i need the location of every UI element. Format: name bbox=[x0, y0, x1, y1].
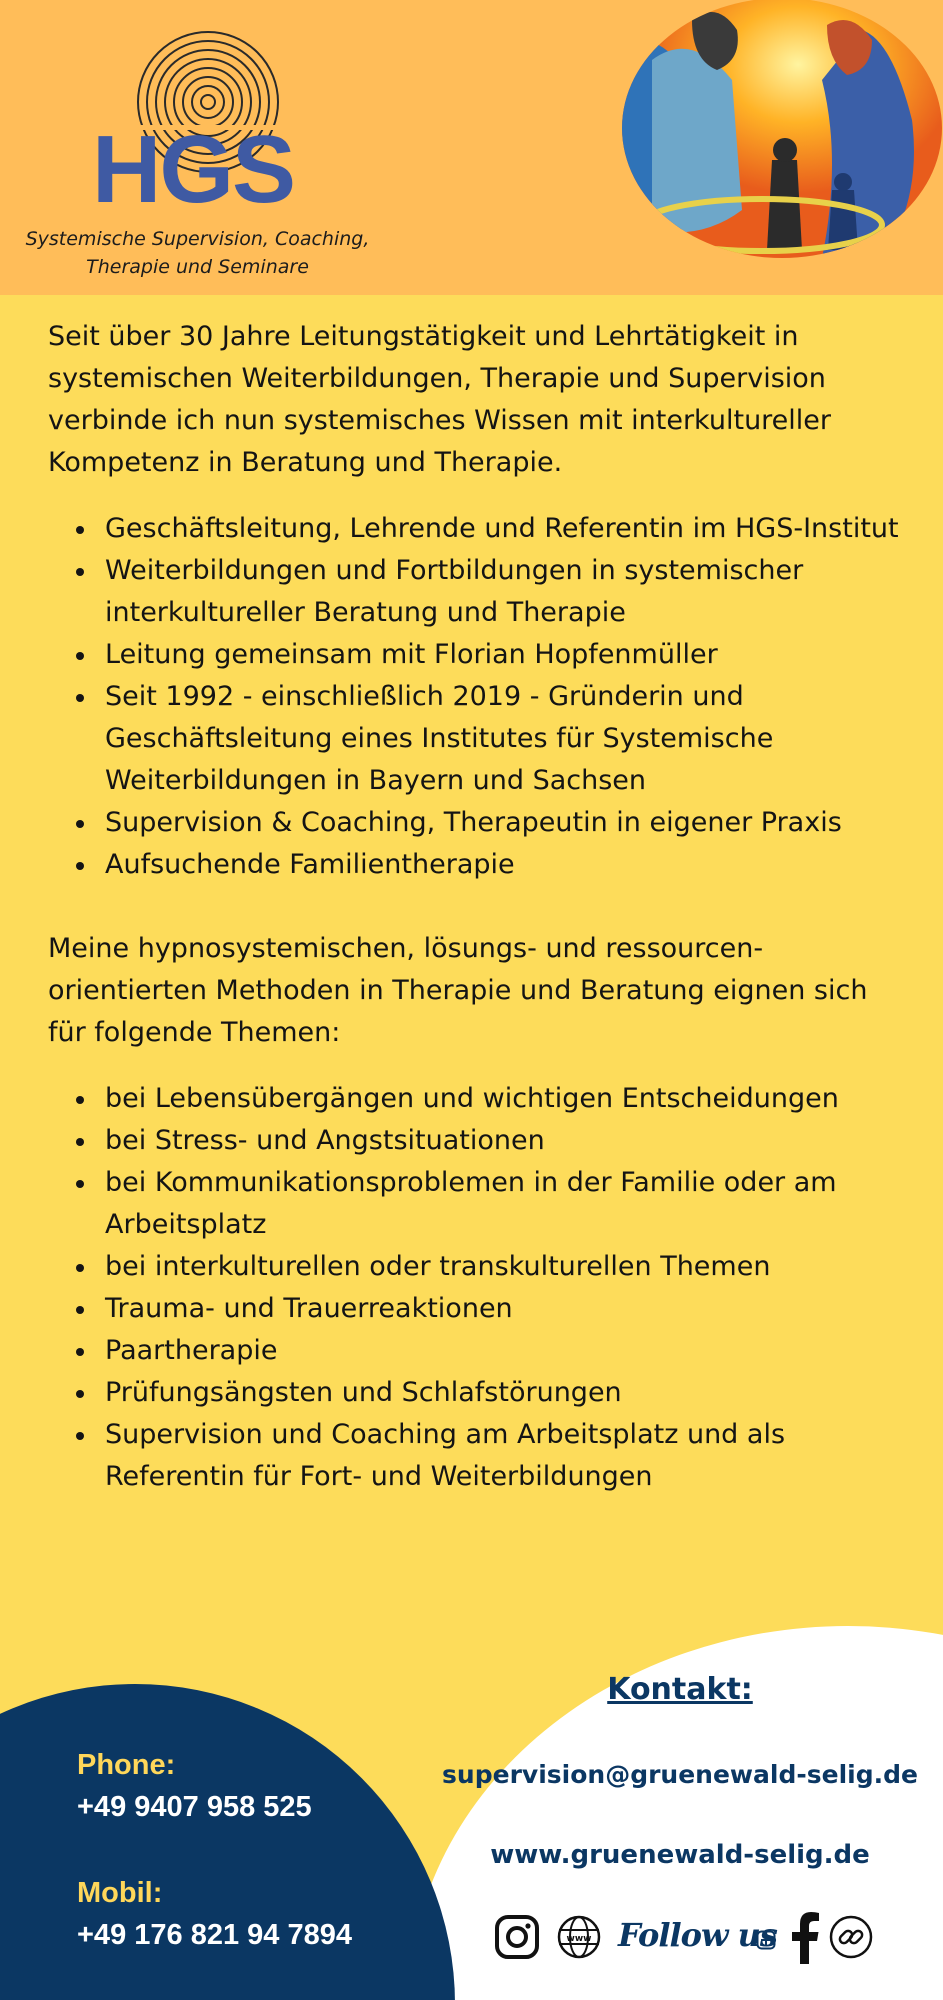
qualifications-list bbox=[48, 508, 908, 886]
contact-title: Kontakt: bbox=[607, 1672, 753, 1707]
list-item: bei Stress- und Angstsituationen bbox=[48, 1120, 908, 1162]
list-item: Paartherapie bbox=[48, 1330, 908, 1372]
intro-paragraph: Seit über 30 Jahre Leitungstätigkeit und Lehrtätigkeit in systemischen Weiterbildungen, Therapie und Supervision verbinde ich nun systemisches Wissen mit interkultureller Kompetenz in Beratung und Therapie. bbox=[48, 321, 832, 478]
follow-us-text: Follow us bbox=[618, 1916, 777, 1954]
svg-text:www: www bbox=[566, 1934, 592, 1944]
header bbox=[0, 0, 943, 295]
instagram-icon[interactable] bbox=[494, 1914, 540, 1960]
website-link[interactable]: www.gruenewald-selig.de bbox=[490, 1840, 870, 1870]
logo-text: HGS bbox=[92, 116, 295, 210]
hgs-logo bbox=[60, 20, 320, 210]
list-item: Seit 1992 - einschließlich 2019 - Gründerin und Geschäftsleitung eines Institutes für Systemische Weiterbildungen in Bayern und Sachsen bbox=[48, 676, 908, 802]
link-icon[interactable] bbox=[828, 1914, 874, 1960]
list-item: Supervision & Coaching, Therapeutin in eigener Praxis bbox=[48, 802, 908, 844]
painting-image bbox=[622, 0, 942, 258]
methods-paragraph: Meine hypnosystemischen, lösungs- und ressourcen-orientierten Methoden in Therapie und Beratung eignen sich für folgende Themen: bbox=[48, 933, 868, 1048]
email-link[interactable]: supervision@gruenewald-selig.de bbox=[442, 1760, 918, 1789]
list-item: Prüfungsängsten und Schlafstörungen bbox=[48, 1372, 908, 1414]
list-item: bei Lebensübergängen und wichtigen Entscheidungen bbox=[48, 1078, 908, 1120]
list-item: Trauma- und Trauerreaktionen bbox=[48, 1288, 908, 1330]
topics-list bbox=[48, 1078, 908, 1498]
tagline-line1: Systemische Supervision, Coaching, bbox=[25, 228, 370, 250]
list-item: bei Kommunikationsproblemen in der Familie oder am Arbeitsplatz bbox=[48, 1162, 908, 1246]
list-item: Aufsuchende Familientherapie bbox=[48, 844, 908, 886]
facebook-icon[interactable] bbox=[790, 1912, 820, 1964]
tagline bbox=[20, 225, 375, 281]
tagline-line2: Therapie und Seminare bbox=[86, 256, 309, 278]
mobil-number[interactable]: +49 176 821 94 7894 bbox=[77, 1919, 352, 1951]
social-bar bbox=[494, 1910, 894, 1968]
main-content bbox=[48, 316, 908, 1498]
list-item: bei interkulturellen oder transkulturellen Themen bbox=[48, 1246, 908, 1288]
phone-block bbox=[77, 1745, 352, 1957]
list-item: Weiterbildungen und Fortbildungen in systemischer interkultureller Beratung und Therapie bbox=[48, 550, 908, 634]
list-item: Supervision und Coaching am Arbeitsplatz und als Referentin für Fort- und Weiterbildungen bbox=[48, 1414, 908, 1498]
list-item: Geschäftsleitung, Lehrende und Referentin im HGS-Institut bbox=[48, 508, 908, 550]
globe-icon[interactable] bbox=[556, 1914, 602, 1960]
phone-label: Phone: bbox=[77, 1749, 176, 1781]
plus-icon[interactable] bbox=[756, 1930, 776, 1950]
phone-number[interactable]: +49 9407 958 525 bbox=[77, 1791, 312, 1823]
list-item: Leitung gemeinsam mit Florian Hopfenmüller bbox=[48, 634, 908, 676]
mobil-label: Mobil: bbox=[77, 1877, 163, 1909]
